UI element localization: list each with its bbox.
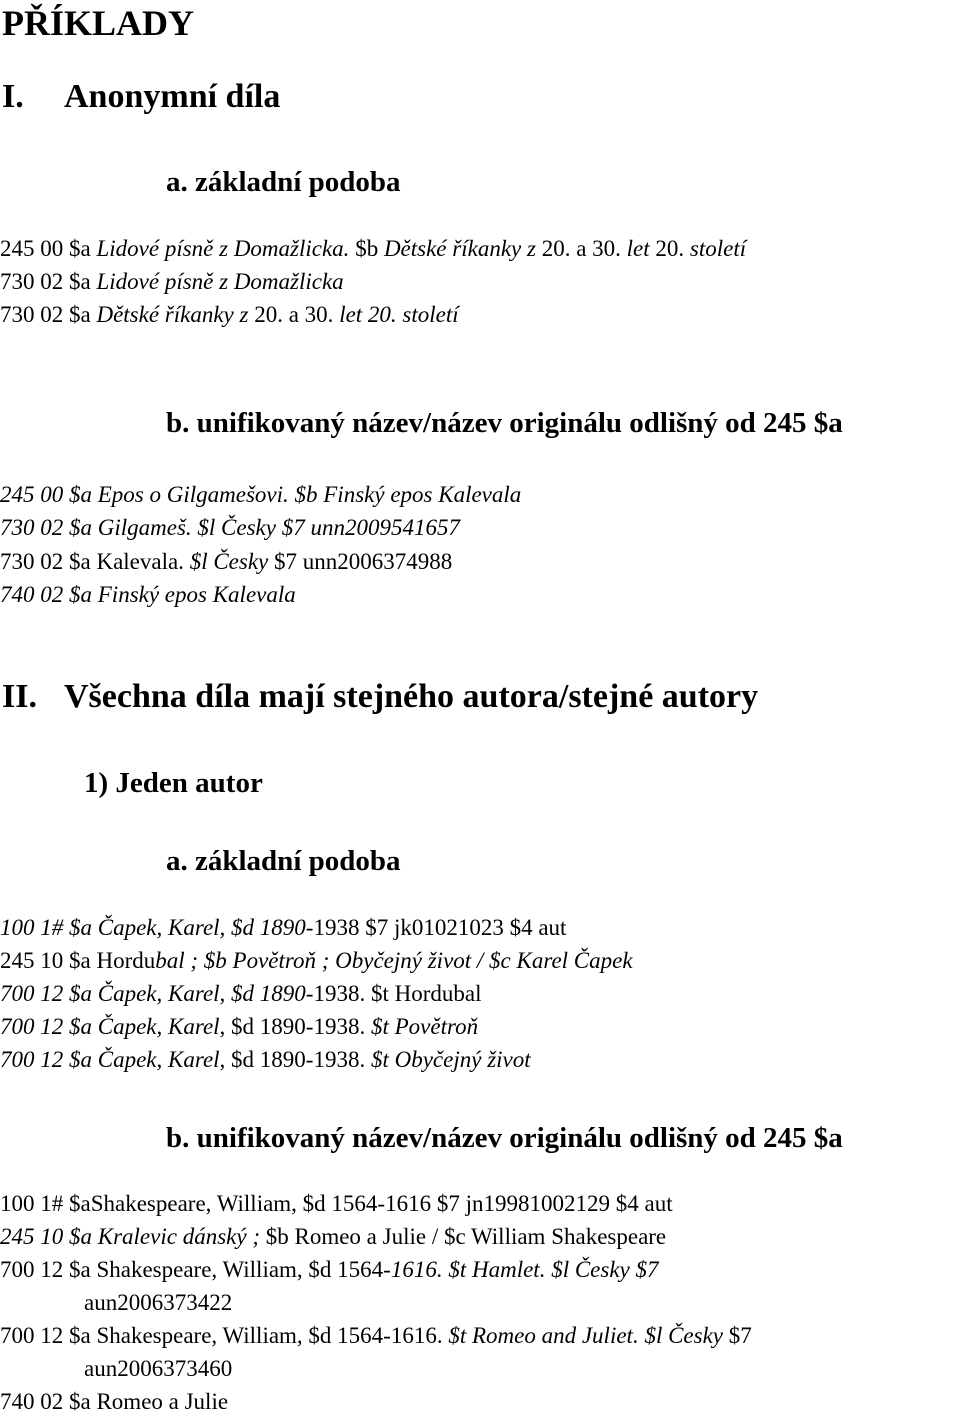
marc-segment: Lidové písně z Domažlicka [96, 269, 344, 294]
marc-field-line [0, 1191, 673, 1217]
marc-field-line [0, 915, 566, 941]
marc-segment: 700 12 $a Čapek, Karel [0, 1014, 220, 1039]
marc-segment: 20. a 30. [535, 236, 627, 261]
marc-segment: 100 1# $aShakespeare, William, $d 1564-1616 $7 jn19981002129 $4 aut [0, 1191, 673, 1216]
marc-segment: 20. [649, 236, 690, 261]
marc-field-line [0, 549, 452, 575]
section-1-a-heading: a. základní podoba [166, 166, 401, 198]
marc-segment: , $d 1890-1938. [219, 1047, 371, 1072]
marc-field-line [0, 269, 344, 295]
section-1-heading [2, 78, 280, 116]
marc-field-line [0, 482, 521, 508]
marc-field-line [0, 981, 481, 1007]
marc-segment: $7 [723, 1323, 752, 1348]
marc-field-line [0, 515, 460, 541]
marc-segment: 740 02 $a Finský epos Kalevala [0, 582, 296, 607]
marc-segment: -1938. $t Hordubal [305, 981, 482, 1006]
marc-segment: 20. a 30. [248, 302, 340, 327]
section-2-a-heading: a. základní podoba [166, 845, 401, 877]
marc-segment: $t Romeo and Juliet. $l Česky [448, 1323, 723, 1348]
marc-field-line [0, 1257, 659, 1283]
marc-field-line [0, 302, 459, 328]
section-1-b-heading: b. unifikovaný název/název originálu odlišný od 245 $a [166, 407, 843, 439]
marc-field-continuation [84, 1290, 232, 1316]
marc-segment: -1938 $7 jk01021023 $4 aut [305, 915, 567, 940]
marc-segment: 740 02 $a Romeo a Julie [0, 1389, 229, 1414]
section-1-title: Anonymní díla [64, 78, 281, 115]
section-2-heading [2, 678, 758, 716]
marc-segment: $t Povětroň [370, 1014, 479, 1039]
section-2-b-heading: b. unifikovaný název/název originálu odlišný od 245 $a [166, 1122, 843, 1154]
marc-field-line [0, 582, 296, 608]
marc-segment: 245 10 $a Hordu [0, 948, 156, 973]
marc-field-line [0, 1047, 531, 1073]
marc-segment: $b Romeo a Julie / $c William Shakespeare [259, 1224, 667, 1249]
marc-segment: století [689, 236, 747, 261]
marc-field-line [0, 236, 746, 262]
marc-segment: 245 10 $a Kralevic dánský ; [0, 1224, 260, 1249]
marc-segment: 730 02 $a Kalevala. [0, 549, 190, 574]
marc-segment: 1616. $t Hamlet. $l Česky $7 [390, 1257, 659, 1282]
marc-segment: aun2006373422 [84, 1290, 233, 1315]
marc-segment: 730 02 $a [0, 269, 97, 294]
marc-field-line [0, 948, 633, 974]
marc-segment: Dětské říkanky z [96, 302, 249, 327]
marc-segment: Lidové písně z Domažlicka. [96, 236, 350, 261]
marc-segment: $b [349, 236, 384, 261]
marc-segment: 245 00 $a Epos o Gilgamešovi. $b Finský epos Kalevala [0, 482, 522, 507]
marc-segment: let 20. století [339, 302, 459, 327]
marc-segment: 245 00 $a [0, 236, 97, 261]
marc-field-line [0, 1014, 478, 1040]
marc-segment: let [626, 236, 650, 261]
page-title: PŘÍKLADY [2, 3, 195, 43]
marc-segment: Dětské říkanky z [383, 236, 536, 261]
marc-field-continuation [84, 1356, 232, 1382]
marc-segment: $l Česky [189, 549, 269, 574]
section-2-title: Všechna díla mají stejného autora/stejné autory [64, 678, 759, 715]
marc-segment: 100 1# $a Čapek, Karel, $d 1890 [0, 915, 306, 940]
marc-segment: 700 12 $a Shakespeare, William, $d 1564- [0, 1257, 391, 1282]
marc-segment: 730 02 $a [0, 302, 97, 327]
marc-segment: $7 unn2006374988 [268, 549, 453, 574]
section-1-number: I. [2, 78, 24, 115]
marc-segment: 730 02 $a Gilgameš. $l Česky $7 unn2009541657 [0, 515, 460, 540]
marc-segment: 700 12 $a Shakespeare, William, $d 1564-1616. [0, 1323, 449, 1348]
marc-segment: 700 12 $a Čapek, Karel, $d 1890 [0, 981, 306, 1006]
marc-segment: aun2006373460 [84, 1356, 233, 1381]
marc-field-line [0, 1224, 666, 1250]
section-2-sub-heading: 1) Jeden autor [84, 767, 263, 799]
marc-field-line [0, 1389, 228, 1415]
marc-segment: , $d 1890-1938. [219, 1014, 371, 1039]
section-2-number: II. [2, 678, 37, 715]
marc-segment: $t Obyčejný život [370, 1047, 531, 1072]
marc-field-line [0, 1323, 752, 1349]
marc-segment: 700 12 $a Čapek, Karel [0, 1047, 220, 1072]
marc-segment: bal ; $b Povětroň ; Obyčejný život / $c Karel Čapek [155, 948, 633, 973]
